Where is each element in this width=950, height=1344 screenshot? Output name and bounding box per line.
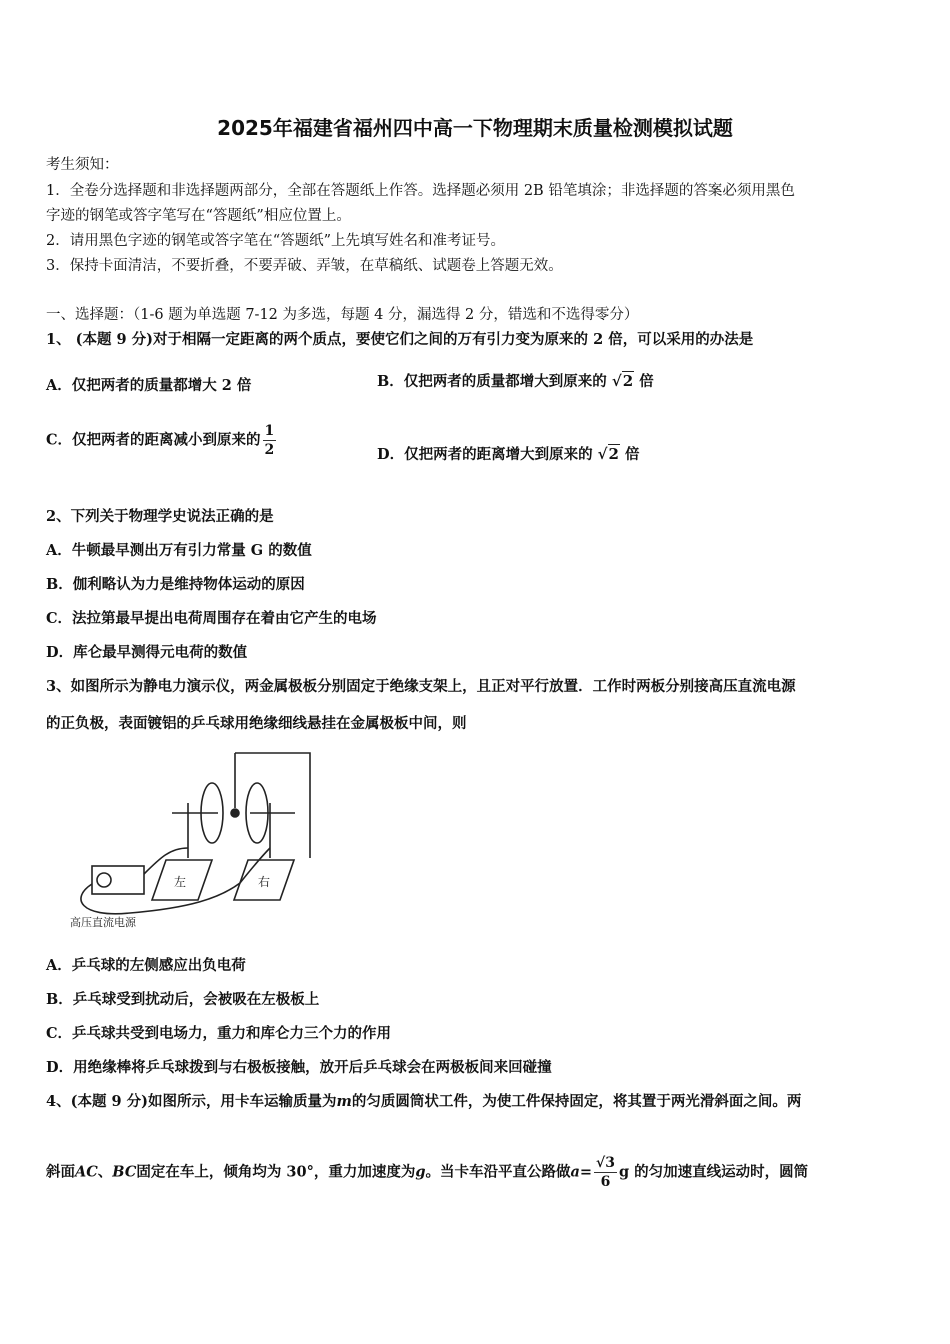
left-plate-label: 左 [174, 875, 187, 889]
electrostatic-apparatus-figure [70, 748, 320, 933]
question-4-stem: 斜面AC、BC固定在车上，倾角均为 30°，重力加速度为g。当卡车沿平直公路做a= $\frac{√3}{6}$ g 的匀加速直线运动时，圆筒 [46, 1155, 809, 1190]
q2-option-b: B．伽利略认为力是维持物体运动的原因 [46, 576, 305, 593]
page-title: 2025年福建省福州四中高一下物理期末质量检测模拟试题 [217, 116, 733, 140]
notice-item: 3．保持卡面清洁，不要折叠，不要弄破、弄皱，在草稿纸、试题卷上答题无效。 [46, 258, 563, 274]
q3-option-a: A．乒乓球的左侧感应出负电荷 [46, 957, 246, 974]
q2-option-d: D．库仑最早测得元电荷的数值 [46, 644, 248, 661]
q3-option-d: D．用绝缘棒将乒乓球拨到与右极板接触，放开后乒乓球会在两极板间来回碰撞 [46, 1059, 552, 1076]
notice-heading: 考生须知： [46, 157, 119, 173]
fraction: $\frac{1}{2}$ [264, 423, 275, 458]
notice-item: 字迹的钢笔或答字笔写在“答题纸”相应位置上。 [46, 208, 351, 224]
sqrt-symbol: √2 [597, 445, 619, 463]
question-3-stem: 的正负极，表面镀铝的乒乓球用绝缘细线悬挂在金属极板中间，则 [46, 715, 467, 732]
section-heading: 一、选择题：（1-6 题为单选题 7-12 为多选，每题 4 分，漏选得 2 分，错选和不选得零分） [46, 307, 639, 323]
question-1-stem: 1、 (本题 9 分)对于相隔一定距离的两个质点，要使它们之间的万有引力变为原来的 2 倍，可以采用的办法是 [46, 331, 754, 348]
question-3-stem: 3、如图所示为静电力演示仪，两金属极板分别固定于绝缘支架上，且正对平行放置．工作时两板分别接高压直流电源 [46, 678, 796, 695]
right-plate-label: 右 [258, 875, 271, 889]
question-2-stem: 2、下列关于物理学史说法正确的是 [46, 508, 274, 525]
power-supply-label: 高压直流电源 [70, 916, 136, 929]
q3-option-c: C．乒乓球共受到电场力，重力和库仑力三个力的作用 [46, 1025, 392, 1042]
question-4-stem: 4、(本题 9 分)如图所示，用卡车运输质量为m的匀质圆筒状工件，为使工件保持固定，将其置于两光滑斜面之间。两 [46, 1093, 802, 1110]
fraction: $\frac{√3}{6}$ [596, 1155, 615, 1190]
q1-option-d: D．仅把两者的距离增大到原来的 √2 倍 [377, 445, 640, 463]
q2-option-c: C．法拉第最早提出电荷周围存在着由它产生的电场 [46, 610, 377, 627]
q2-option-a: A．牛顿最早测出万有引力常量 G 的数值 [46, 542, 312, 559]
notice-item: 2．请用黑色字迹的钢笔或答字笔在“答题纸”上先填写姓名和准考证号。 [46, 233, 506, 249]
notice-item: 1．全卷分选择题和非选择题两部分，全部在答题纸上作答。选择题必须用 2B 铅笔填涂；非选择题的答案必须用黑色 [46, 183, 795, 199]
q1-option-b: B．仅把两者的质量都增大到原来的 √2 倍 [377, 372, 654, 390]
q1-option-c: C．仅把两者的距离减小到原来的 $\frac{1}{2}$ [46, 423, 275, 458]
sqrt-symbol: √2 [611, 372, 634, 390]
q1-option-a: A．仅把两者的质量都增大 2 倍 [46, 377, 252, 394]
q3-option-b: B．乒乓球受到扰动后，会被吸在左极板上 [46, 991, 320, 1008]
